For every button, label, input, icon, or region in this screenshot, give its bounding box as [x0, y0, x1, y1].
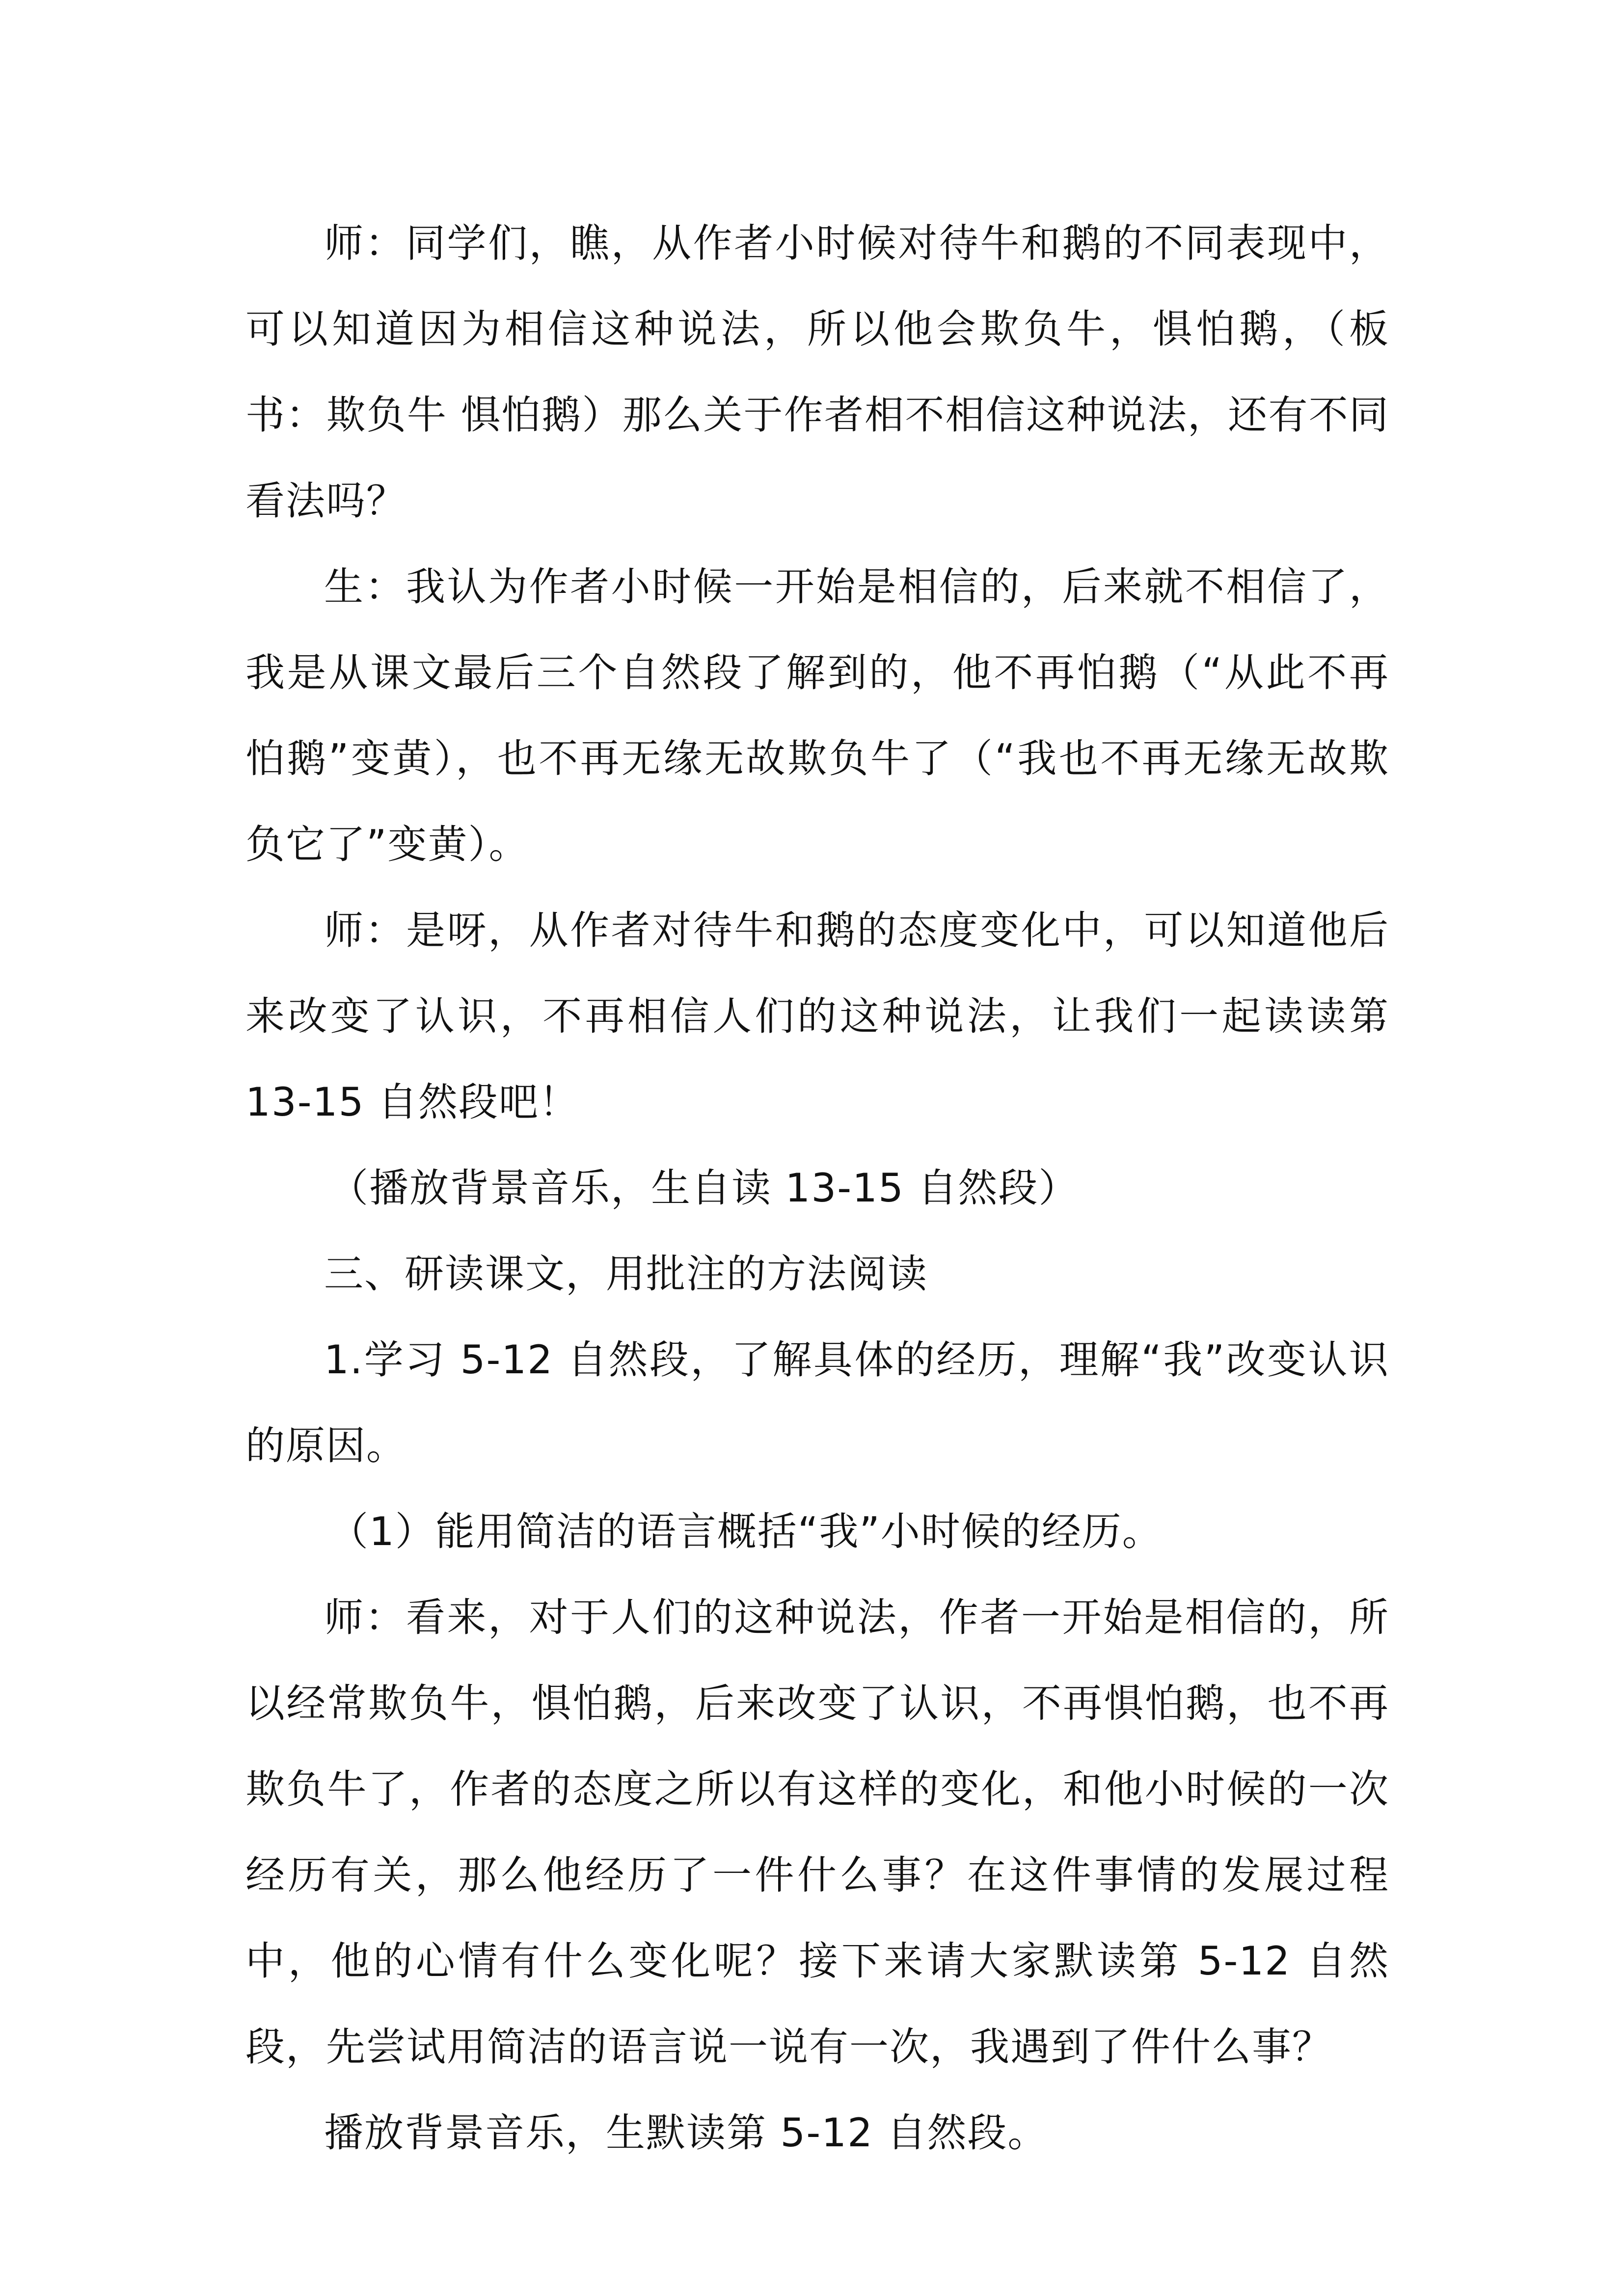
section-heading: 三、研读课文，用批注的方法阅读 — [324, 1251, 928, 1297]
sub-point-heading: （1）能用简洁的语言概括“我”小时候的经历。 — [329, 1509, 1163, 1554]
document-body — [245, 200, 1389, 2176]
paragraph-teacher-question: 师：同学们，瞧，从作者小时候对待牛和鹅的不同表现中，可以知道因为相信这种说法，所以他会欺负牛，惧怕鹅，（板书：欺负牛 惧怕鹅）那么关于作者相不相信这种说法，还有不同看法吗？ — [245, 220, 1389, 524]
paragraph-teacher-response: 师：是呀，从作者对待牛和鹅的态度变化中，可以知道他后来改变了认识，不再相信人们的这种说法，让我们一起读读第 13-15 自然段吧！ — [245, 908, 1389, 1125]
paragraph-activity-note: 播放背景音乐，生默读第 5-12 自然段。 — [324, 2110, 1048, 2156]
paragraph-student-answer: 生：我认为作者小时候一开始是相信的，后来就不相信了，我是从课文最后三个自然段了解到的，他不再怕鹅（“从此不再怕鹅”变黄），也不再无缘无故欺负牛了（“我也不再无缘无故欺负它了”变黄）。 — [245, 564, 1389, 867]
paragraph-stage-direction: （播放背景音乐，生自读 13-15 自然段） — [329, 1165, 1079, 1211]
paragraph-teacher-instruction: 师：看来，对于人们的这种说法，作者一开始是相信的，所以经常欺负牛，惧怕鹅，后来改变了认识，不再惧怕鹅，也不再欺负牛了，作者的态度之所以有这样的变化，和他小时候的一次经历有关，那么他经历了一件什么事？在这件事情的发展过程中，他的心情有什么变化呢？接下来请大家默读第 5-12 自然段，先尝试用简洁的语言说一说有一次，我遇到了件什么事？ — [245, 1595, 1389, 2070]
subsection-heading: 1.学习 5-12 自然段，了解具体的经历，理解“我”改变认识的原因。 — [245, 1337, 1389, 1468]
